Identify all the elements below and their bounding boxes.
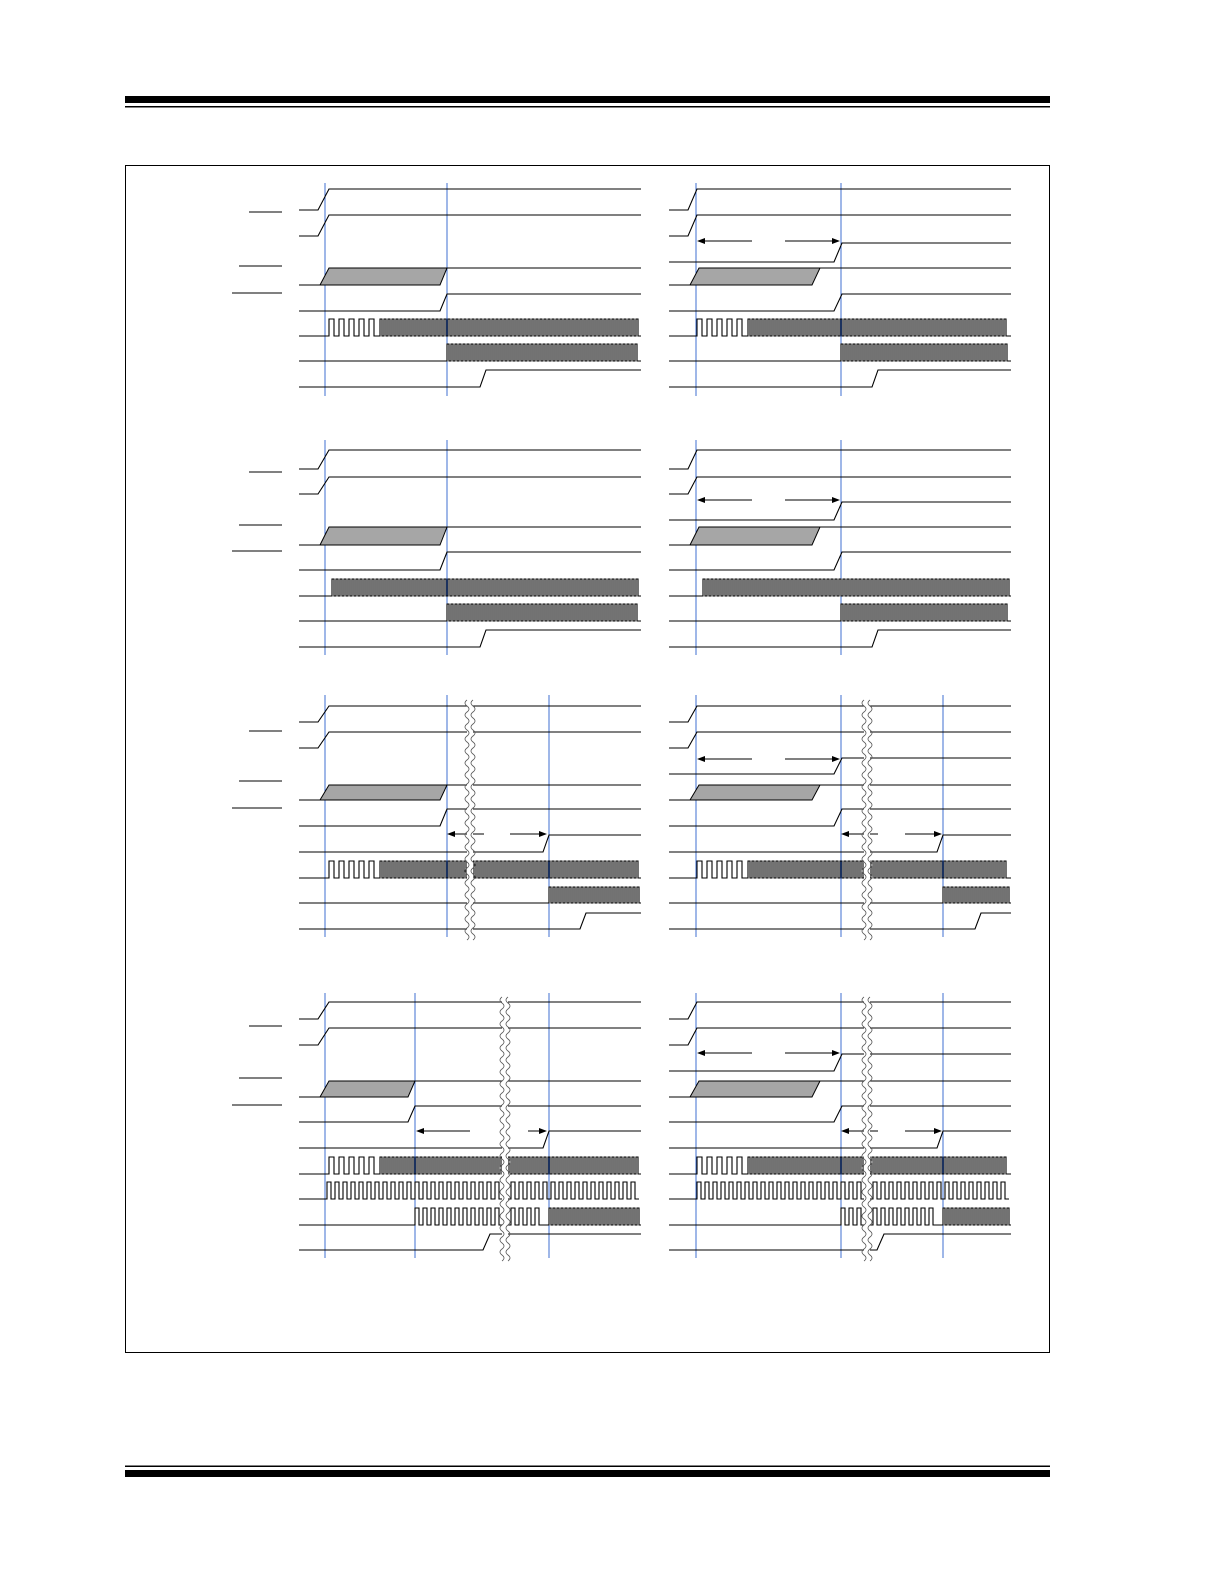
signal-trace — [669, 477, 1011, 494]
timing-diagram-4-left — [232, 993, 641, 1261]
clock-trace — [299, 344, 641, 361]
footer-rule-thin — [125, 1466, 1050, 1468]
clock-trace — [299, 1208, 641, 1225]
timing-diagram-4-right — [669, 993, 1011, 1261]
clock-trace — [299, 579, 641, 596]
shaded-interval — [320, 1081, 415, 1097]
arrowhead-right — [832, 238, 840, 244]
arrowhead-left — [416, 1128, 424, 1134]
signal-trace — [669, 215, 1011, 236]
timing-diagram-2-right — [669, 440, 1011, 655]
signal-trace — [299, 1028, 641, 1045]
timing-diagram-3-left — [232, 695, 641, 940]
clock-trace — [669, 861, 1011, 878]
signal-trace — [299, 1002, 641, 1019]
clock-trace — [669, 1157, 1011, 1174]
arrowhead-left — [697, 238, 705, 244]
signal-trace — [299, 1234, 641, 1250]
signal-trace — [669, 502, 1011, 520]
signal-trace — [299, 1106, 641, 1122]
signal-trace — [299, 294, 641, 311]
clock-trace — [299, 319, 641, 336]
shaded-interval — [690, 785, 820, 800]
arrowhead-right — [539, 831, 547, 837]
arrowhead-right — [934, 831, 942, 837]
signal-trace — [669, 1234, 1011, 1250]
shaded-interval — [690, 268, 820, 285]
header-rule-thick — [125, 96, 1050, 103]
arrowhead-left — [447, 831, 455, 837]
timing-diagram-3-right — [669, 695, 1011, 940]
clock-trace — [669, 319, 1011, 336]
clock-trace — [669, 1208, 1011, 1225]
signal-trace — [669, 243, 1011, 262]
signal-trace — [299, 370, 641, 387]
clock-trace — [299, 604, 641, 621]
arrowhead-right — [934, 1128, 942, 1134]
clock-trace — [669, 887, 1011, 903]
signal-trace — [299, 477, 641, 494]
signal-trace — [669, 450, 1011, 469]
signal-trace — [669, 706, 1011, 722]
signal-trace — [669, 552, 1011, 570]
shaded-interval — [320, 268, 447, 285]
arrowhead-right — [832, 497, 840, 503]
clock-trace — [669, 579, 1011, 596]
clock-trace — [669, 344, 1011, 361]
signal-trace — [669, 835, 1011, 852]
shaded-interval — [320, 527, 447, 545]
arrowhead-left — [697, 497, 705, 503]
signal-trace — [299, 1131, 641, 1148]
signal-trace — [669, 732, 1011, 748]
signal-trace — [669, 1002, 1011, 1019]
arrowhead-right — [832, 1050, 840, 1056]
signal-trace — [669, 294, 1011, 311]
arrowhead-left — [697, 756, 705, 762]
clock-trace — [299, 1157, 641, 1174]
header-rule-thin — [125, 106, 1050, 108]
arrowhead-left — [841, 1128, 849, 1134]
clock-trace — [669, 604, 1011, 621]
clock-trace — [669, 1182, 1009, 1199]
signal-trace — [299, 189, 641, 210]
arrowhead-right — [832, 756, 840, 762]
arrowhead-right — [539, 1128, 547, 1134]
signal-trace — [669, 370, 1011, 387]
arrowhead-left — [841, 831, 849, 837]
signal-trace — [669, 809, 1011, 826]
shaded-interval — [690, 527, 820, 545]
timing-diagram-1-left — [232, 183, 641, 396]
shaded-interval — [690, 1081, 820, 1097]
timing-diagram-2-left — [232, 440, 641, 655]
signal-trace — [669, 913, 1011, 929]
signal-trace — [669, 1054, 1011, 1071]
footer-rule-thick — [125, 1470, 1050, 1477]
arrowhead-left — [697, 1050, 705, 1056]
signal-trace — [669, 630, 1011, 647]
signal-trace — [299, 215, 641, 236]
clock-trace — [299, 1182, 639, 1199]
signal-trace — [669, 1028, 1011, 1045]
signal-trace — [299, 630, 641, 647]
signal-trace — [299, 450, 641, 469]
timing-diagram-1-right — [669, 183, 1011, 396]
signal-trace — [299, 552, 641, 570]
signal-trace — [669, 1106, 1011, 1122]
signal-trace — [669, 1131, 1011, 1148]
signal-trace — [669, 189, 1011, 210]
shaded-interval — [320, 785, 447, 800]
signal-trace — [669, 758, 1011, 774]
